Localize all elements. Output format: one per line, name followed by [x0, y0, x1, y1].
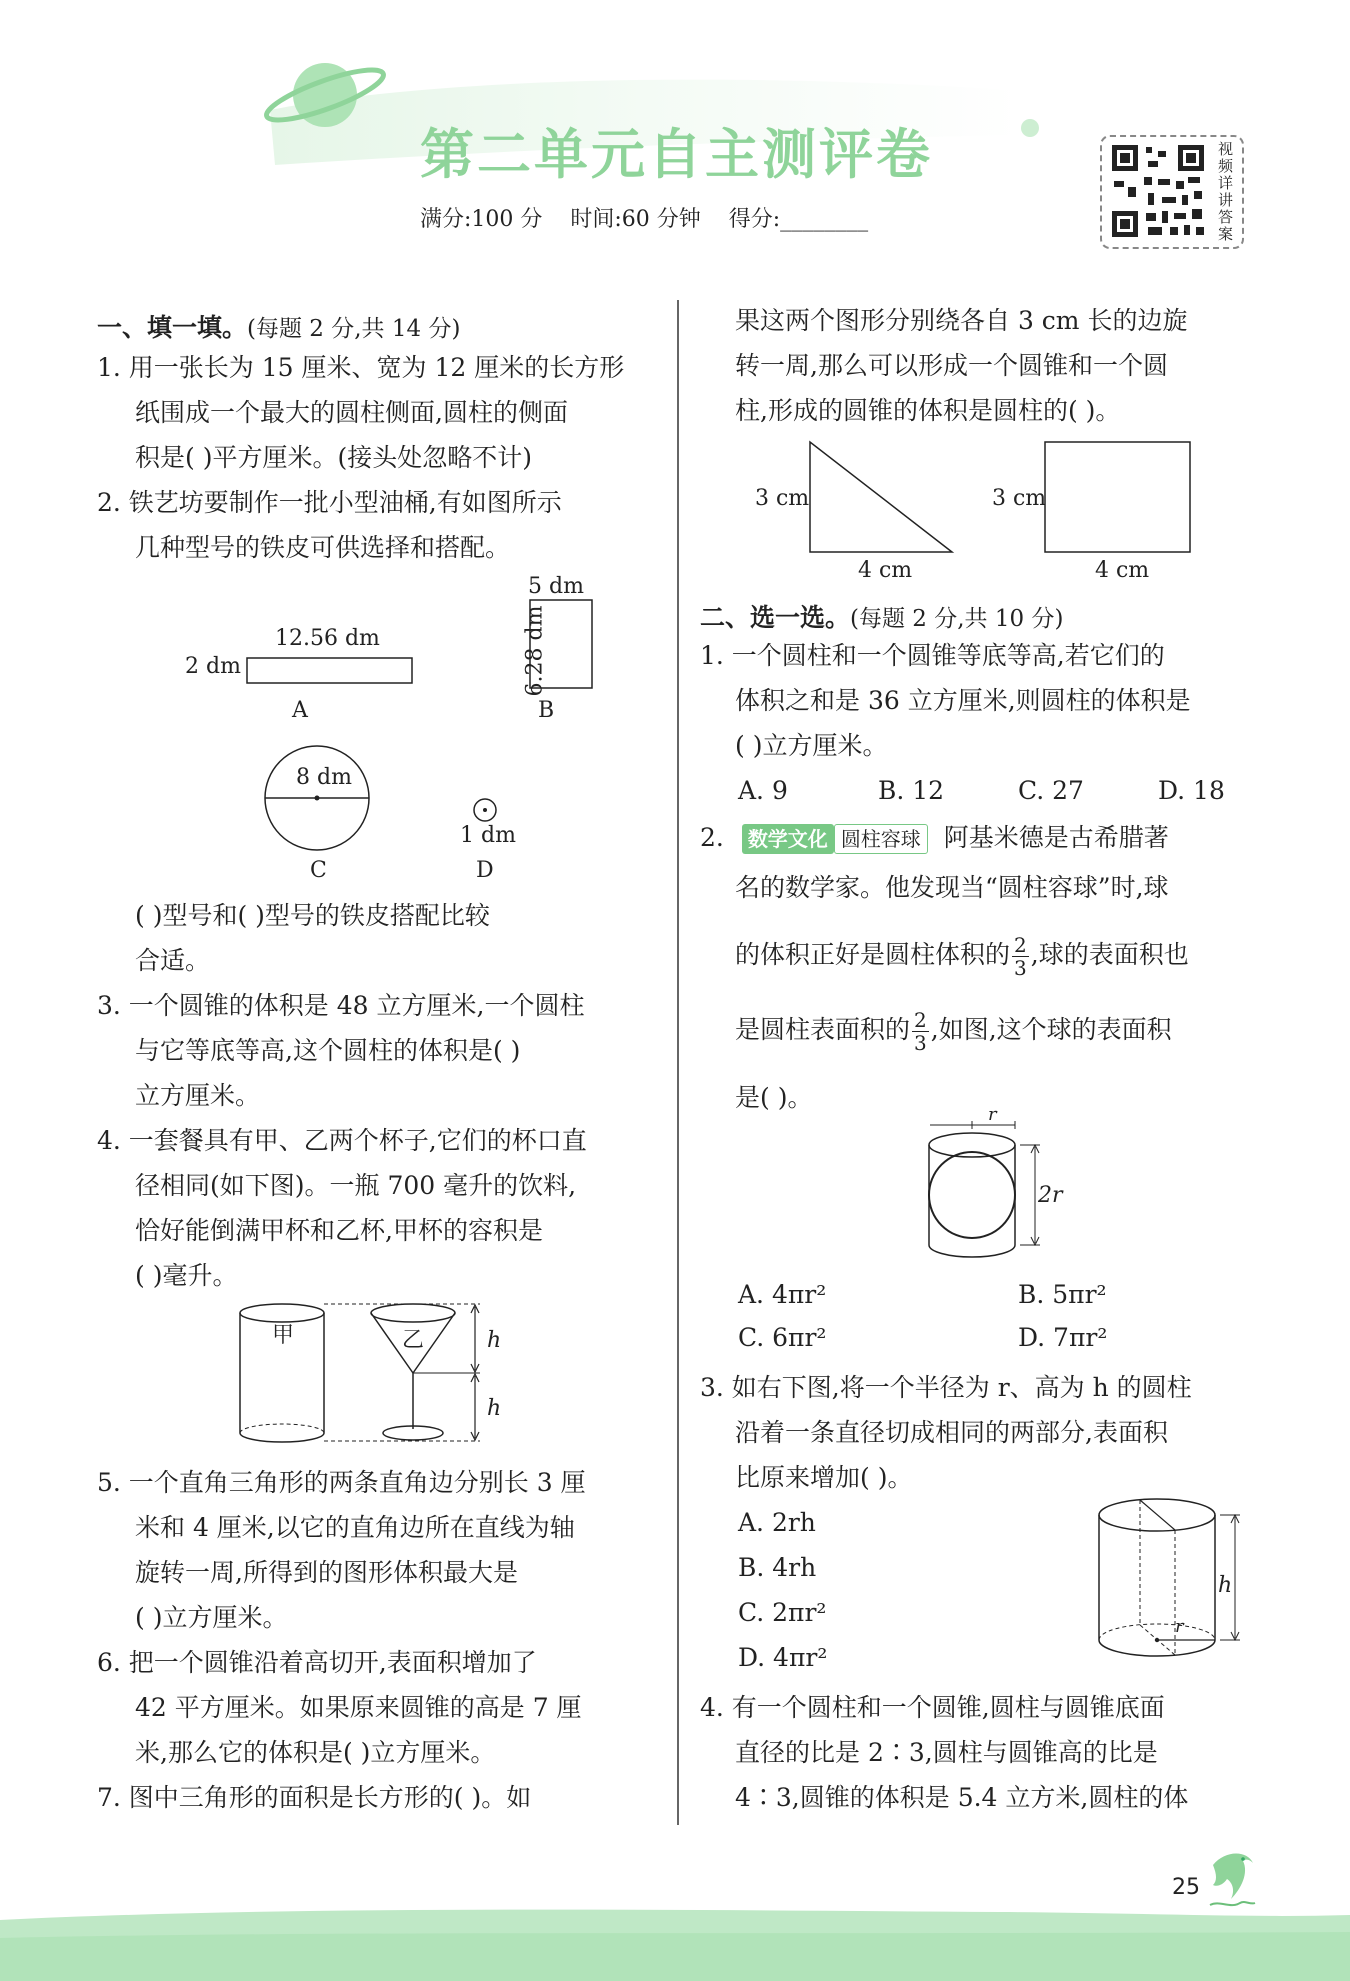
- math-culture-badge: 数学文化: [742, 824, 834, 854]
- fraction-numerator-2: 2: [914, 1008, 927, 1032]
- q2-figure: [180, 570, 630, 890]
- score-info: 满分:100 分 时间:60 分钟 得分:________: [420, 207, 869, 232]
- q7-line1: 7. 图中三角形的面积是长方形的( )。如: [97, 1783, 532, 1812]
- sheet-a: [247, 658, 412, 683]
- s2-q3-line3: 比原来增加( )。: [735, 1463, 913, 1492]
- triangle-height: 3 cm: [755, 486, 810, 511]
- q7-cont-line1: 果这两个图形分别绕各自 3 cm 长的边旋: [735, 306, 1188, 335]
- s2-q2-number: 2.: [700, 823, 724, 852]
- sheet-a-length: 12.56 dm: [275, 626, 380, 651]
- s2-q2-text1: 阿基米德是古希腊著: [943, 823, 1169, 852]
- q6-line3: 米,那么它的体积是( )立方厘米。: [135, 1738, 496, 1767]
- q7-figure: [740, 430, 1210, 560]
- cup-yi-label: 乙: [402, 1328, 425, 1353]
- s2-q2-option-a[interactable]: A. 4πr²: [738, 1280, 827, 1309]
- s2-q2-text4a: 是圆柱表面积的: [735, 1015, 911, 1044]
- q5-line4: ( )立方厘米。: [135, 1603, 288, 1632]
- q3-line3: 立方厘米。: [135, 1081, 261, 1110]
- s2-q2-text4b: ,如图,这个球的表面积: [930, 1015, 1172, 1044]
- q5-line2: 米和 4 厘米,以它的直角边所在直线为轴: [135, 1513, 575, 1542]
- page-number: 25: [1172, 1875, 1200, 1900]
- dolphin-icon: [1205, 1845, 1260, 1915]
- cut-cylinder-radius: r: [1175, 1616, 1184, 1637]
- sheet-d-diameter: 1 dm: [460, 823, 516, 848]
- rectangle: [1045, 442, 1190, 552]
- q4-line4: ( )毫升。: [135, 1261, 238, 1290]
- triangle-width: 4 cm: [858, 558, 913, 583]
- cup-height-bottom: h: [487, 1396, 502, 1421]
- fraction-numerator: 2: [1014, 933, 1027, 957]
- fraction-denominator: 3: [1014, 956, 1027, 980]
- section1-title: 一、填一填。: [97, 313, 248, 342]
- s2-q2-option-c[interactable]: C. 6πr²: [738, 1323, 827, 1352]
- q7-cont-line2: 转一周,那么可以形成一个圆锥和一个圆: [735, 351, 1168, 380]
- sheet-c-diameter: 8 dm: [296, 765, 352, 790]
- section2-heading: [700, 598, 1063, 634]
- sheet-b-label: B: [538, 698, 555, 723]
- cylinder-height-label: 2r: [1038, 1183, 1063, 1208]
- column-divider: [677, 300, 679, 1825]
- s2-q1-line3: ( )立方厘米。: [735, 731, 888, 760]
- s2-q1-option-d[interactable]: D. 18: [1158, 776, 1225, 805]
- sheet-b-side: 6.28 dm: [522, 605, 548, 697]
- s2-q2-line2: 名的数学家。他发现当“圆柱容球”时,球: [735, 873, 1169, 902]
- fraction-two-thirds: [1012, 934, 1029, 979]
- rectangle-width: 4 cm: [1095, 558, 1150, 583]
- right-triangle: [810, 442, 952, 552]
- section2-note: (每题 2 分,共 10 分): [850, 606, 1064, 632]
- topic-badge: 圆柱容球: [834, 824, 928, 854]
- sheet-a-label: A: [292, 698, 308, 723]
- sphere-radius-label: r: [988, 1104, 997, 1125]
- q5-line3: 旋转一周,所得到的图形体积最大是: [135, 1558, 518, 1587]
- q5-line1: 5. 一个直角三角形的两条直角边分别长 3 厘: [97, 1468, 586, 1497]
- q1-line3: 积是( )平方厘米。(接头处忽略不计): [135, 443, 532, 472]
- q2-line1: 2. 铁艺坊要制作一批小型油桶,有如图所示: [97, 488, 562, 517]
- s2-q2-option-d[interactable]: D. 7πr²: [1018, 1323, 1108, 1352]
- s2-q3-option-c[interactable]: C. 2πr²: [738, 1598, 827, 1627]
- rectangle-height: 3 cm: [992, 486, 1047, 511]
- footer-band: [0, 1880, 1350, 1981]
- cup-height-top: h: [487, 1328, 502, 1353]
- sheet-c-label: C: [310, 858, 327, 883]
- q1-line1: 1. 用一张长为 15 厘米、宽为 12 厘米的长方形: [97, 353, 625, 382]
- s2-q2-line3: [735, 925, 1189, 985]
- q1-line2: 纸围成一个最大的圆柱侧面,圆柱的侧面: [135, 398, 568, 427]
- section1-heading: [97, 308, 460, 344]
- s2-q2-text3a: 的体积正好是圆柱体积的: [735, 940, 1011, 969]
- s2-q3-option-a[interactable]: A. 2rh: [738, 1508, 816, 1537]
- q3-line1: 3. 一个圆锥的体积是 48 立方厘米,一个圆柱: [97, 991, 585, 1020]
- q6-line2: 42 平方厘米。如果原来圆锥的高是 7 厘: [135, 1693, 582, 1722]
- q4-figure: [230, 1295, 520, 1455]
- s2-q2-line1: [700, 825, 1169, 850]
- cut-cylinder-height: h: [1218, 1573, 1233, 1598]
- section2-title: 二、选一选。: [700, 603, 851, 632]
- q4-line1: 4. 一套餐具有甲、乙两个杯子,它们的杯口直: [97, 1126, 587, 1155]
- s2-q1-line2: 体积之和是 36 立方厘米,则圆柱的体积是: [735, 686, 1191, 715]
- s2-q2-line4: [735, 1000, 1172, 1060]
- cup-yi: [371, 1304, 455, 1440]
- s2-q4-line2: 直径的比是 2∶3,圆柱与圆锥高的比是: [735, 1738, 1158, 1767]
- s2-q1-option-c[interactable]: C. 27: [1018, 776, 1084, 805]
- q2-line2: 几种型号的铁皮可供选择和搭配。: [135, 533, 511, 562]
- q4-line2: 径相同(如下图)。一瓶 700 毫升的饮料,: [135, 1171, 577, 1200]
- s2-q3-option-d[interactable]: D. 4πr²: [738, 1643, 828, 1672]
- q2-answer-line2: 合适。: [135, 946, 211, 975]
- cut-cylinder-figure: [1090, 1490, 1260, 1670]
- qr-code-frame[interactable]: [1100, 135, 1244, 249]
- q2-answer-line1: ( )型号和( )型号的铁皮搭配比较: [135, 901, 490, 930]
- q3-line2: 与它等底等高,这个圆柱的体积是( ): [135, 1036, 521, 1065]
- s2-q3-option-b[interactable]: B. 4rh: [738, 1553, 817, 1582]
- s2-q3-line2: 沿着一条直径切成相同的两部分,表面积: [735, 1418, 1168, 1447]
- page-title: 第二单元自主测评卷: [420, 123, 933, 186]
- sheet-d-label: D: [476, 858, 494, 883]
- s2-q2-text3b: ,球的表面积也: [1030, 940, 1189, 969]
- s2-q4-line1: 4. 有一个圆柱和一个圆锥,圆柱与圆锥底面: [700, 1693, 1165, 1722]
- s2-q3-line1: 3. 如右下图,将一个半径为 r、高为 h 的圆柱: [700, 1373, 1192, 1402]
- qr-caption: 视频详讲答案: [1218, 140, 1234, 243]
- fraction-denominator-2: 3: [914, 1031, 927, 1055]
- sheet-b-top: 5 dm: [528, 574, 584, 599]
- q4-line3: 恰好能倒满甲杯和乙杯,甲杯的容积是: [135, 1216, 543, 1245]
- q7-cont-line3: 柱,形成的圆锥的体积是圆柱的( )。: [735, 396, 1121, 425]
- s2-q1-option-b[interactable]: B. 12: [878, 776, 945, 805]
- qr-code-icon: [1108, 141, 1208, 241]
- s2-q2-option-b[interactable]: B. 5πr²: [1018, 1280, 1107, 1309]
- sheet-a-width: 2 dm: [185, 654, 241, 679]
- section1-note: (每题 2 分,共 14 分): [247, 316, 461, 342]
- s2-q1-line1: 1. 一个圆柱和一个圆锥等底等高,若它们的: [700, 641, 1165, 670]
- q6-line1: 6. 把一个圆锥沿着高切开,表面积增加了: [97, 1648, 537, 1677]
- s2-q2-line5: 是( )。: [735, 1083, 813, 1112]
- s2-q4-line3: 4∶3,圆锥的体积是 5.4 立方米,圆柱的体: [735, 1783, 1189, 1812]
- cup-jia-label: 甲: [272, 1323, 295, 1348]
- s2-q1-option-a[interactable]: A. 9: [738, 776, 788, 805]
- fraction-two-thirds-2: [912, 1009, 929, 1054]
